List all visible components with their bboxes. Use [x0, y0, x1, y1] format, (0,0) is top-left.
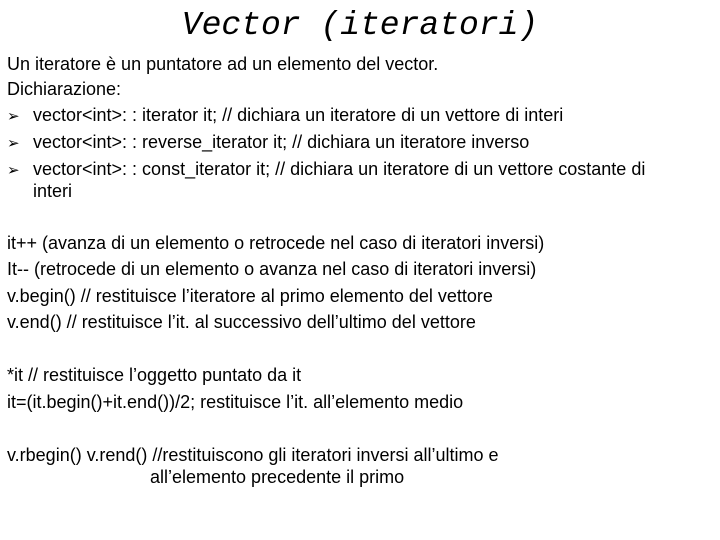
bullet-item-reverse-iterator	[7, 131, 529, 155]
intro-line-2: Dichiarazione:	[7, 79, 122, 99]
bullet-item-iterator	[7, 104, 563, 128]
deref-line-2: it=(it.begin()+it.end())/2; restituisce l’it. all’elemento medio	[7, 392, 464, 412]
bullet-text: vector<int>: : iterator it; // dichiara un iteratore di un vettore di interi	[33, 105, 564, 125]
operation-line-end: v.end() // restituisce l’it. al successivo dell’ultimo del vettore	[7, 312, 476, 332]
intro-line-1: Un iteratore è un puntatore ad un elemento del vector.	[7, 54, 439, 74]
deref-line-1: *it // restituisce l’oggetto puntato da it	[7, 365, 302, 385]
arrowhead-bullet-icon: ➢	[7, 135, 20, 152]
operation-line-increment: it++ (avanza di un elemento o retrocede nel caso di iteratori inversi)	[7, 233, 545, 253]
arrowhead-bullet-icon: ➢	[7, 162, 20, 179]
bullet-item-const-iterator	[7, 158, 645, 182]
bullet-text: vector<int>: : const_iterator it; // dichiara un iteratore di un vettore costante di	[33, 159, 646, 179]
arrowhead-bullet-icon: ➢	[7, 108, 20, 125]
operation-line-begin: v.begin() // restituisce l’iteratore al primo elemento del vettore	[7, 286, 493, 306]
bullet-continuation: interi	[33, 181, 73, 201]
slide-title: Vector (iteratori)	[181, 7, 539, 44]
bullet-text: vector<int>: : reverse_iterator it; // dichiara un iteratore inverso	[33, 132, 530, 152]
reverse-line-1: v.rbegin() v.rend() //restituiscono gli iteratori inversi all’ultimo e	[7, 445, 499, 465]
reverse-line-2: all’elemento precedente il primo	[150, 467, 405, 487]
operation-line-decrement: It-- (retrocede di un elemento o avanza nel caso di iteratori inversi)	[7, 259, 537, 279]
